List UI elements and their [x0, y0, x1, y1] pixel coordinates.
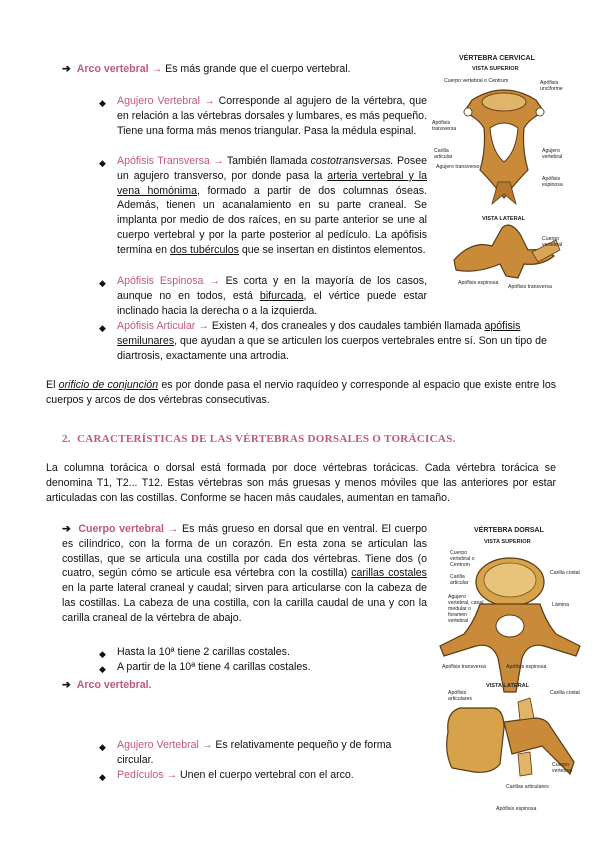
section-heading: 2. CARACTERÍSTICAS DE LAS VÉRTEBRAS DORSALES O TORÁCICAS. — [62, 433, 456, 445]
figure-title: VÉRTEBRA DORSAL — [474, 527, 544, 534]
arrow-bullet-icon: ➔ — [62, 679, 71, 691]
diamond-bullet-icon: ◆ — [99, 158, 106, 168]
apofisis-espinosa-item: Apófisis Espinosa → Es corta y en la mayoría de los casos, aunque no en todos, está bifurcada, el vértice puede estar inclinado hacia la derecha o a la izquierda. — [117, 275, 428, 317]
agujero-vertebral-dorsal-label: Agujero Vertebral — [117, 739, 199, 751]
arrow-bullet-icon: ➔ — [62, 63, 71, 75]
agujero-vertebral-dorsal-item: Agujero Vertebral → Es relativamente pequeño y de forma circular. — [117, 739, 392, 766]
arrow-bullet-icon: ➔ — [62, 523, 71, 535]
diamond-bullet-icon: ◆ — [99, 772, 106, 782]
cuerpo-vertebral-label: Cuerpo vertebral — [78, 523, 164, 535]
diamond-bullet-icon: ◆ — [99, 649, 106, 659]
arco-vertebral-item: ➔ Arco vertebral → Es más grande que el cuerpo vertebral. — [62, 63, 351, 75]
diamond-bullet-icon: ◆ — [99, 664, 106, 674]
apofisis-articular-item: Apófisis Articular → Existen 4, dos craneales y dos caudales también llamada apófisis semilunares, que ayudan a que se articulen los cuerpos vertebrales entre sí. Son un tipo de diartrosis, exactamente una artrodia. — [117, 320, 547, 362]
pediculos-item: Pedículos → Unen el cuerpo vertebral con el arco. — [117, 769, 354, 781]
dorsal-vertebra-figure: VÉRTEBRA DORSAL VISTA SUPERIOR Cuerpo vertebral o Centrum Carilla articular Agujero vertebral, canal medular o foramen vertebral Carilla costal Lámina Apófisis transversa Apófisis espinosa VISTA LATERAL Apófisis articulares Carilla costal Cuerpo vertebral Carillas articulares Apófisis espinosa — [434, 522, 584, 820]
agujero-vertebral-label: Agujero Vertebral — [117, 95, 200, 107]
apofisis-transversa-label: Apófisis Transversa — [117, 155, 210, 167]
orificio-conjuncion-paragraph: El orificio de conjunción es por donde pasa el nervio raquídeo y corresponde al espacio que existe entre los cuerpos y arcos de dos vértebras consecutivas. — [46, 379, 557, 406]
figure-subtitle: VISTA LATERAL — [486, 683, 530, 689]
arco-vertebral-text: Es más grande que el cuerpo vertebral. — [165, 63, 351, 75]
dorsal-intro-paragraph: La columna torácica o dorsal está formada por doce vértebras torácicas. Cada vértebra torácica se denomina T1, T2... T12. Estas vértebras son más gruesas y menos móviles que las anteriores por estar articuladas con las costillas. Conforme se hacen más caudales, aumentan en tamaño. — [46, 462, 556, 504]
bullet-item: A partir de la 10ª tiene 4 carillas costales. — [117, 661, 311, 673]
cuerpo-vertebral-item: ➔ Cuerpo vertebral → Es más grueso en dorsal que en ventral. El cuerpo es cilíndrico, con la forma de un corazón. En esta zona se articulan las costillas, que se articula una costilla por cada dos vértebras. Tiene dos (o cuatro, según cómo se articule esa vértebra con la costilla) carillas costales en la parte lateral craneal y caudal; sirven para articularse con la cabeza de las costillas. La cabeza de una costilla, con la carilla caudal de una y con la carilla craneal de la vértebra de abajo. — [62, 523, 427, 624]
apofisis-transversa-item: Apófisis Transversa → También llamada costotransversas. Posee un agujero transverso, por donde pasa la arteria vertebral y la vena homónima, formado a partir de dos columnas óseas. Además, tienen un acanalamiento en su parte craneal. Se implanta por medio de dos raíces, en su parte anterior se une al cuerpo vertebral y por la parte posterior al pedículo. La apófisis termina en dos tubérculos que se insertan en distintos elementos. — [117, 155, 427, 256]
diamond-bullet-icon: ◆ — [99, 323, 106, 333]
arco-vertebral-label: Arco vertebral — [76, 63, 149, 75]
diamond-bullet-icon: ◆ — [99, 742, 106, 752]
agujero-vertebral-item: Agujero Vertebral → Corresponde al agujero de la vértebra, que en relación a las vértebras dorsales y lumbares, es más pequeño. Tiene una forma más menos triangular. Pasa la médula espinal. — [117, 95, 427, 137]
figure-title: VÉRTEBRA CERVICAL — [459, 55, 535, 62]
diamond-bullet-icon: ◆ — [99, 278, 106, 288]
pediculos-label: Pedículos — [117, 769, 164, 781]
arco-vertebral-dorsal-label: Arco vertebral. — [76, 679, 152, 691]
arco-vertebral-dorsal-item — [62, 678, 152, 693]
bullet-item: Hasta la 10ª tiene 2 carillas costales. — [117, 646, 290, 658]
cervical-vertebra-figure: VÉRTEBRA CERVICAL VISTA SUPERIOR Cuerpo vertebral o Centrum Apófisis unciforme Apófisis transversa Carilla articular Agujero transverso Agujero vertebral Apófisis espinosa VISTA LATERAL Cuerpo vertebral Apófisis espinosa Apófisis transversa — [432, 50, 576, 295]
figure-subtitle: VISTA SUPERIOR — [472, 66, 519, 72]
apofisis-espinosa-label: Apófisis Espinosa — [117, 275, 204, 287]
figure-subtitle: VISTA SUPERIOR — [484, 539, 531, 545]
figure-subtitle: VISTA LATERAL — [482, 216, 526, 222]
diamond-bullet-icon: ◆ — [99, 98, 106, 108]
apofisis-articular-label: Apófisis Articular — [117, 320, 196, 332]
